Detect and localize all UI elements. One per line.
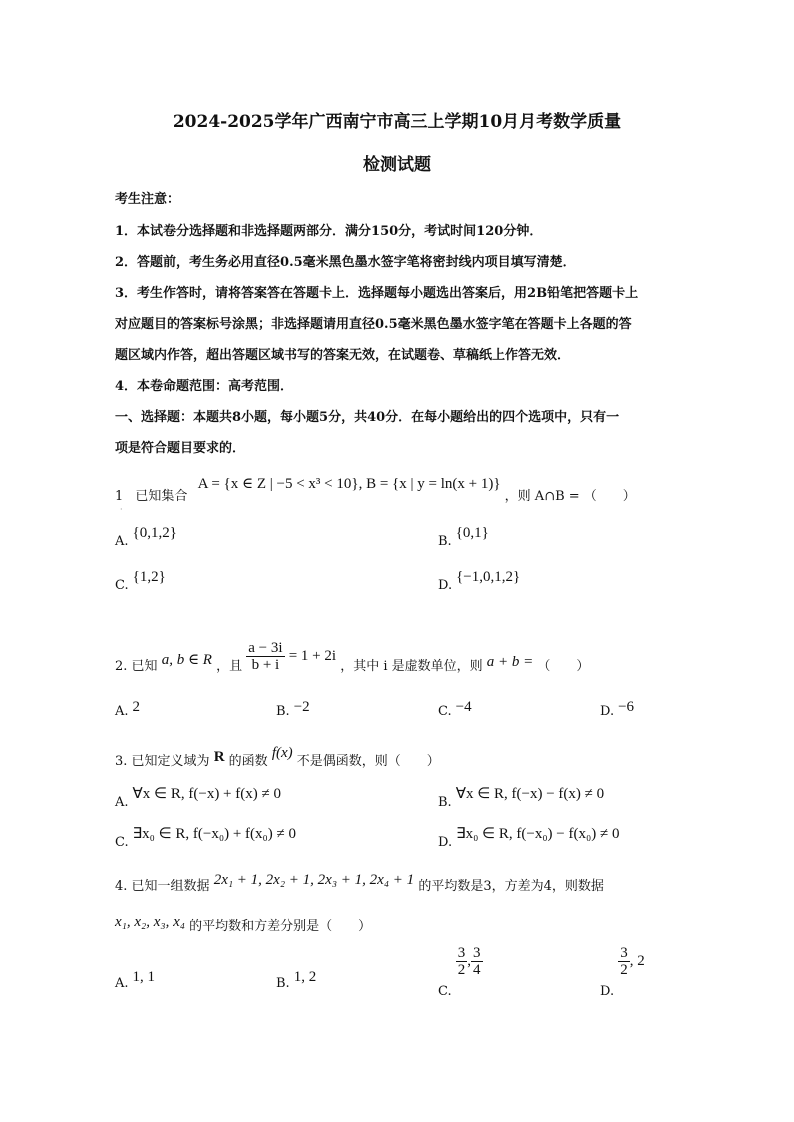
q2-option-c-label: C. xyxy=(438,704,452,719)
q1-option-d xyxy=(438,569,521,594)
q4-option-c-frac2-den: 4 xyxy=(473,962,481,978)
q2-option-c-value: −4 xyxy=(455,699,472,715)
question-3-fx: f(x) xyxy=(271,745,293,761)
q4-option-d xyxy=(600,945,645,999)
q4-option-c xyxy=(438,945,483,999)
q3-option-c xyxy=(115,826,296,851)
q3-option-c-label: C. xyxy=(115,835,129,850)
q4-option-d-extra: , 2 xyxy=(629,953,645,969)
notice-item-4: 4．本卷命题范围：高考范围． xyxy=(115,379,294,394)
q1-option-a-label: A. xyxy=(115,534,129,549)
q1-option-c-value: {1,2} xyxy=(132,569,166,585)
q1-option-a xyxy=(115,525,177,550)
q3-option-d-value: ∃x₀ ∈ R, f(−x₀) − f(x₀) ≠ 0 xyxy=(456,826,620,842)
q1-option-d-label: D. xyxy=(438,578,453,593)
notice-item-2: 2．答题前，考生务必用直径0.5毫米黑色墨水签字笔将密封线内项目填写清楚． xyxy=(115,255,576,270)
question-1 xyxy=(115,476,636,505)
question-4-text3: 的平均数和方差分别是（ ） xyxy=(189,919,372,934)
question-2-eq: = 1 + 2i xyxy=(288,648,337,664)
question-4-text1: 4. 已知一组数据 xyxy=(115,879,210,894)
q3-option-c-value: ∃x₀ ∈ R, f(−x₀) + f(x₀) ≠ 0 xyxy=(132,826,296,842)
question-1-text: 已知集合 xyxy=(135,489,188,504)
q4-option-c-frac2 xyxy=(471,945,483,978)
exam-title-line2: 检测试题 xyxy=(363,155,431,175)
question-3-text3: 不是偶函数，则（ ） xyxy=(296,754,440,769)
exam-title-line1: 2024-2025学年广西南宁市高三上学期10月月考数学质量 xyxy=(172,112,622,132)
section-heading-line1: 一、选择题：本题共8小题，每小题5分，共40分．在每小题给出的四个选项中，只有一 xyxy=(115,410,620,425)
q3-option-a-value: ∀x ∈ R, f(−x) + f(x) ≠ 0 xyxy=(132,786,281,802)
q3-option-d-label: D. xyxy=(438,835,453,850)
q3-option-a-label: A. xyxy=(115,795,129,810)
q1-option-d-value: {−1,0,1,2} xyxy=(456,569,521,585)
question-4-vars: x₁, x₂, x₃, x₄ xyxy=(115,914,185,930)
q2-option-c xyxy=(438,699,472,720)
question-1-sets: A = {x ∈ Z | −5 < x³ < 10}, B = {x | y = ln(x + 1)} xyxy=(197,476,501,492)
notice-item-3-cont1: 对应题目的答案标号涂黑；非选择题请用直径0.5毫米黑色墨水签字笔在答题卡上各题的答 xyxy=(115,317,632,332)
q4-option-d-frac1-num: 3 xyxy=(620,945,628,961)
question-3-text2: 的函数 xyxy=(228,754,268,769)
q2-option-d-value: −6 xyxy=(618,699,635,715)
q4-option-c-label: C. xyxy=(438,984,452,999)
question-2-fraction xyxy=(246,640,284,673)
q1-option-c xyxy=(115,569,166,594)
question-2-paren: （ ） xyxy=(537,659,590,674)
q1-option-b-value: {0,1} xyxy=(455,525,489,541)
question-2-lead: 2. 已知 xyxy=(115,659,158,674)
q4-option-b-label: B. xyxy=(276,976,290,991)
notice-item-3-cont2: 题区域内作答，超出答题区域书写的答案无效，在试题卷、草稿纸上作答无效． xyxy=(115,348,571,363)
q4-option-d-frac1-den: 2 xyxy=(620,962,628,978)
question-4-data: 2x₁ + 1, 2x₂ + 1, 2x₃ + 1, 2x₄ + 1 xyxy=(213,872,415,888)
q2-option-a-label: A. xyxy=(115,704,129,719)
q4-option-b xyxy=(276,969,317,992)
question-2 xyxy=(115,640,590,683)
question-4-text2: 的平均数是3，方差为4，则数据 xyxy=(418,879,604,894)
q4-option-c-frac2-num: 3 xyxy=(473,945,481,961)
question-1-ask: ，则 A∩B = （ ） xyxy=(504,489,636,504)
q1-option-b xyxy=(438,525,489,550)
q2-option-b xyxy=(276,699,310,720)
question-2-condition: a, b ∈ R xyxy=(161,652,212,668)
question-1-number: 1 xyxy=(115,489,124,504)
notice-item-3: 3．考生作答时，请将答案答在答题卡上．选择题每小题选出答案后，用2B铅笔把答题卡上 xyxy=(115,286,639,301)
question-4 xyxy=(115,872,604,895)
q4-option-c-frac1 xyxy=(456,945,468,978)
question-3 xyxy=(115,745,440,770)
q4-option-a-value: 1, 1 xyxy=(132,969,156,985)
stray-dot: · xyxy=(120,505,123,514)
q4-option-c-comma: , xyxy=(467,953,472,969)
q4-option-d-label: D. xyxy=(600,984,615,999)
q4-option-d-frac1 xyxy=(618,945,630,978)
question-3-real: R xyxy=(213,749,225,765)
q3-option-d xyxy=(438,826,620,851)
q2-option-b-label: B. xyxy=(276,704,290,719)
question-2-frac-num: a − 3i xyxy=(248,640,283,656)
q2-option-d xyxy=(600,699,635,720)
q3-option-a xyxy=(115,786,281,811)
question-2-tail: ，其中 i 是虚数单位，则 xyxy=(340,659,483,674)
notice-item-1: 1．本试卷分选择题和非选择题两部分．满分150分，考试时间120分钟． xyxy=(115,224,543,239)
q2-option-b-value: −2 xyxy=(293,699,310,715)
q2-option-a-value: 2 xyxy=(132,699,141,715)
q4-option-c-frac1-den: 2 xyxy=(457,962,466,978)
question-3-text1: 3. 已知定义域为 xyxy=(115,754,210,769)
question-2-mid: ，且 xyxy=(216,659,243,674)
q3-option-b-label: B. xyxy=(438,795,452,810)
q4-option-c-frac1-num: 3 xyxy=(457,945,466,961)
question-2-frac-den: b + i xyxy=(251,657,280,673)
q4-option-a-label: A. xyxy=(115,976,129,991)
q1-option-c-label: C. xyxy=(115,578,129,593)
q1-option-b-label: B. xyxy=(438,534,452,549)
q4-option-b-value: 1, 2 xyxy=(293,969,317,985)
q2-option-d-label: D. xyxy=(600,704,615,719)
q2-option-a xyxy=(115,699,141,720)
notice-heading: 考生注意： xyxy=(115,192,181,207)
section-heading-line2: 项是符合题目要求的． xyxy=(115,441,246,456)
q3-option-b-value: ∀x ∈ R, f(−x) − f(x) ≠ 0 xyxy=(455,786,605,802)
q3-option-b xyxy=(438,786,605,811)
q1-option-a-value: {0,1,2} xyxy=(132,525,177,541)
question-2-ask: a + b = xyxy=(486,654,534,670)
q4-option-a xyxy=(115,969,156,992)
question-4-cont xyxy=(115,915,371,935)
